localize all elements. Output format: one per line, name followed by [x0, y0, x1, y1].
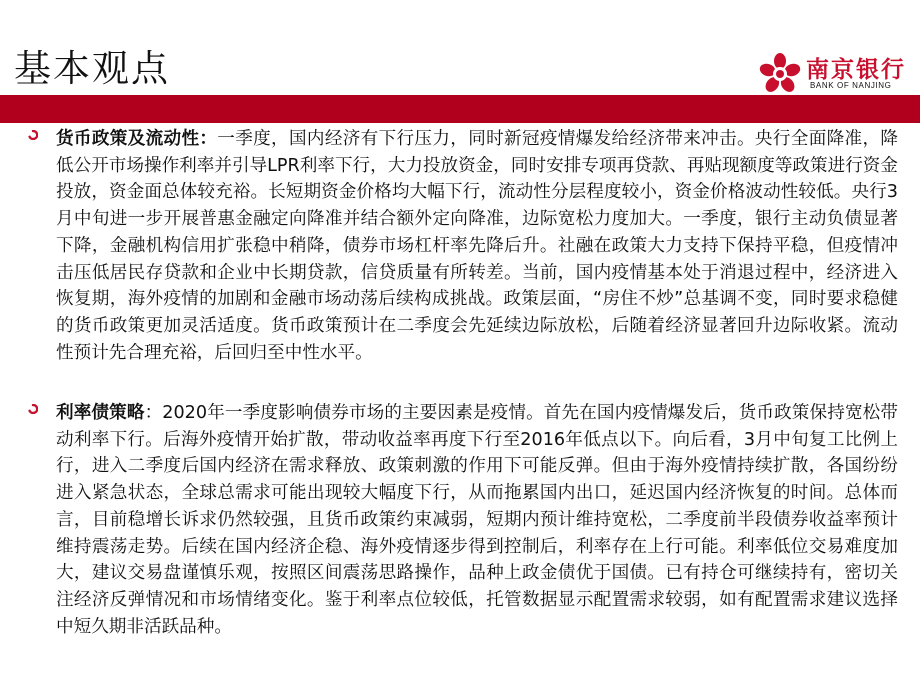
bank-logo — [758, 52, 918, 94]
section-body: 一季度，国内经济有下行压力，同时新冠疫情爆发给经济带来冲击。央行全面降准，降低公开市场操作利率并引导LPR利率下行，大力投放资金，同时安排专项再贷款、再贴现额度等政策进行资金投放，资金面总体较充裕。长短期资金价格均大幅下行，流动性分层程度较小，资金价格波动性较低。央行3月中旬进一步开展普惠金融定向降准并结合额外定向降准，边际宽松力度加大。一季度，银行主动负债显著下降，金融机构信用扩张稳中稍降，债券市场杠杆率先降后升。社融在政策大力支持下保持平稳，但疫情冲击压低居民存贷款和企业中长期贷款，信贷质量有所转差。当前，国内疫情基本处于消退过程中，经济进入恢复期，海外疫情的加剧和金融市场动荡后续构成挑战。政策层面，“房住不炒”总基调不变，同时要求稳健的货币政策更加灵活适度。货币政策预计在二季度会先延续边际放松，后随着经济显著回升边际收紧。流动性预计先合理充裕，后回归至中性水平。 — [56, 129, 898, 363]
section-body: 2020年一季度影响债券市场的主要因素是疫情。首先在国内疫情爆发后，货币政策保持宽松带动利率下行。后海外疫情开始扩散，带动收益率再度下行至2016年低点以下。向后看，3月中旬复工比例上行，进入二季度后国内经济在需求释放、政策刺激的作用下可能反弹。但由于海外疫情持续扩散，各国纷纷进入紧急状态，全球总需求可能出现较大幅度下行，从而拖累国内出口，延迟国内经济恢复的时间。总体而言，目前稳增长诉求仍然较强，且货币政策约束减弱，短期内预计维持宽松，二季度前半段债券收益率预计维持震荡走势。后续在国内经济企稳、海外疫情逐步得到控制后，利率存在上行可能。利率低位交易难度加大，建议交易盘谨慎乐观，按照区间震荡思路操作，品种上政金债优于国债。已有持仓可继续持有，密切关注经济反弹情况和市场情绪变化。鉴于利率点位较低，托管数据显示配置需求较弱，如有配置需求建议选择中短久期非活跃品种。 — [56, 403, 898, 637]
section-monetary-policy — [28, 126, 898, 366]
bullet-icon — [28, 404, 38, 414]
bank-name-cn: 南京银行 — [806, 57, 906, 83]
header-red-bar — [0, 95, 920, 123]
section-rates-bond-strategy — [28, 400, 898, 640]
page-title: 基本观点 — [14, 47, 170, 90]
section-heading: 货币政策及流动性 — [56, 129, 200, 149]
bank-of-nanjing-logo-icon — [758, 52, 802, 94]
bullet-icon — [28, 130, 38, 140]
section-paragraph — [56, 400, 898, 640]
heading-separator: ： — [199, 129, 218, 149]
bank-name-en: BANK OF NANJING — [810, 81, 892, 90]
heading-separator: ： — [144, 403, 163, 423]
section-paragraph — [56, 126, 898, 366]
header — [0, 0, 920, 92]
section-heading: 利率债策略 — [56, 403, 145, 423]
